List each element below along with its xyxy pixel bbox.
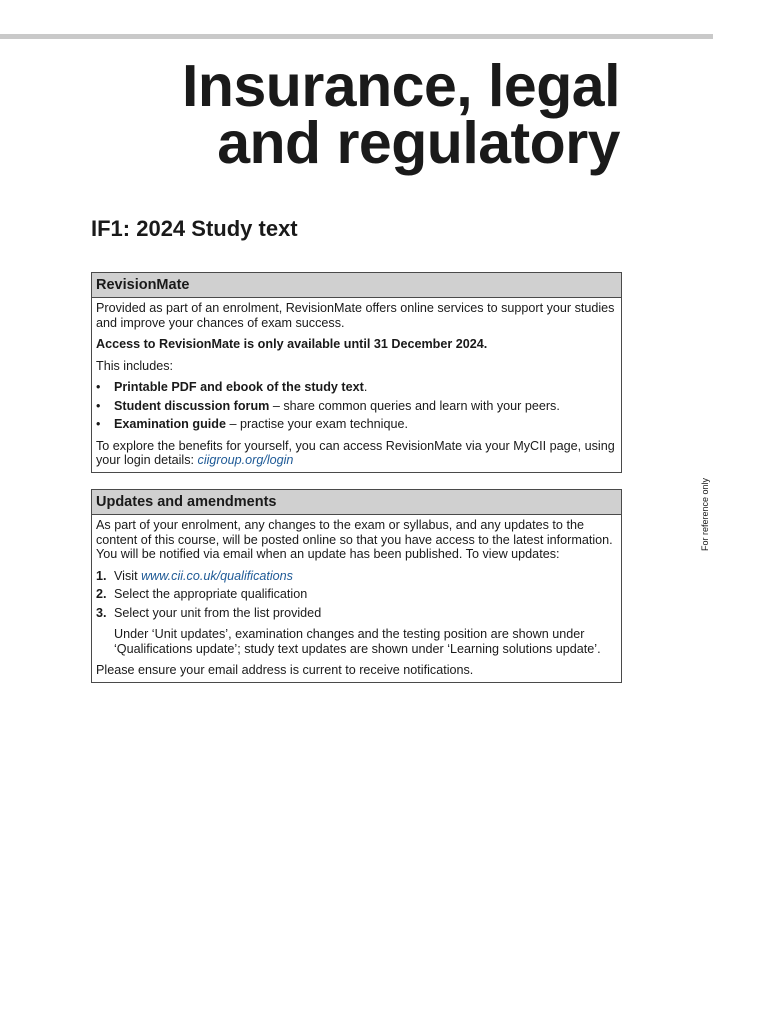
updates-body xyxy=(92,515,621,682)
revisionmate-explore xyxy=(96,439,617,468)
revisionmate-intro: Provided as part of an enrolment, RevisionMate offers online services to support your studies and improve your chances of exam success. xyxy=(96,301,615,330)
step-number: 1. xyxy=(96,568,107,583)
step-text: Visit xyxy=(114,568,142,583)
side-note: For reference only xyxy=(700,477,710,551)
feature-desc: – share common queries and learn with your peers. xyxy=(269,398,560,413)
updates-closing: Please ensure your email address is current to receive notifications. xyxy=(96,663,474,677)
list-item xyxy=(96,417,617,432)
updates-heading: Updates and amendments xyxy=(92,490,621,515)
revisionmate-availability: Access to RevisionMate is only available until 31 December 2024. xyxy=(96,337,488,351)
feature-name: Printable PDF and ebook of the study text xyxy=(114,380,364,394)
page-subtitle: IF1: 2024 Study text xyxy=(91,216,298,241)
step-text: Select the appropriate qualification xyxy=(114,587,308,601)
updates-steps xyxy=(96,569,617,621)
step-text: Select your unit from the list provided xyxy=(114,605,322,620)
updates-intro: As part of your enrolment, any changes to the exam or syllabus, and any updates to the content of this course, will be posted online so that you have access to the latest information. You will be notified via email when an update has been published. To view updates: xyxy=(96,518,613,561)
list-item xyxy=(96,399,617,414)
list-item xyxy=(96,606,617,621)
list-item xyxy=(96,587,617,602)
page-title xyxy=(182,53,620,176)
page-title-line2: and regulatory xyxy=(217,110,620,176)
feature-name: Examination guide xyxy=(114,417,226,431)
step-number: 3. xyxy=(96,605,107,620)
updates-box xyxy=(91,489,622,683)
updates-note: Under ‘Unit updates’, examination changes and the testing position are shown under ‘Qualifications update’; study text updates are shown under ‘Learning solutions update’. xyxy=(114,627,601,656)
revisionmate-includes-label: This includes: xyxy=(96,358,173,373)
feature-desc: – practise your exam technique. xyxy=(225,417,408,431)
top-rule xyxy=(0,34,713,39)
feature-desc: . xyxy=(363,380,368,394)
login-link[interactable]: ciigroup.org/login xyxy=(197,453,294,467)
step-number: 2. xyxy=(96,587,107,601)
qualifications-link[interactable]: www.cii.co.uk/qualifications xyxy=(141,568,293,583)
explore-text: To explore the benefits for yourself, you can access RevisionMate via your MyCII page, using your login details: xyxy=(96,438,615,467)
list-item xyxy=(96,569,617,584)
page-title-line1: Insurance, legal xyxy=(182,53,620,119)
revisionmate-box xyxy=(91,272,622,473)
revisionmate-heading: RevisionMate xyxy=(92,273,621,298)
revisionmate-body xyxy=(92,298,621,472)
feature-name: Student discussion forum xyxy=(114,398,270,413)
list-item xyxy=(96,380,617,395)
revisionmate-feature-list xyxy=(96,380,617,432)
